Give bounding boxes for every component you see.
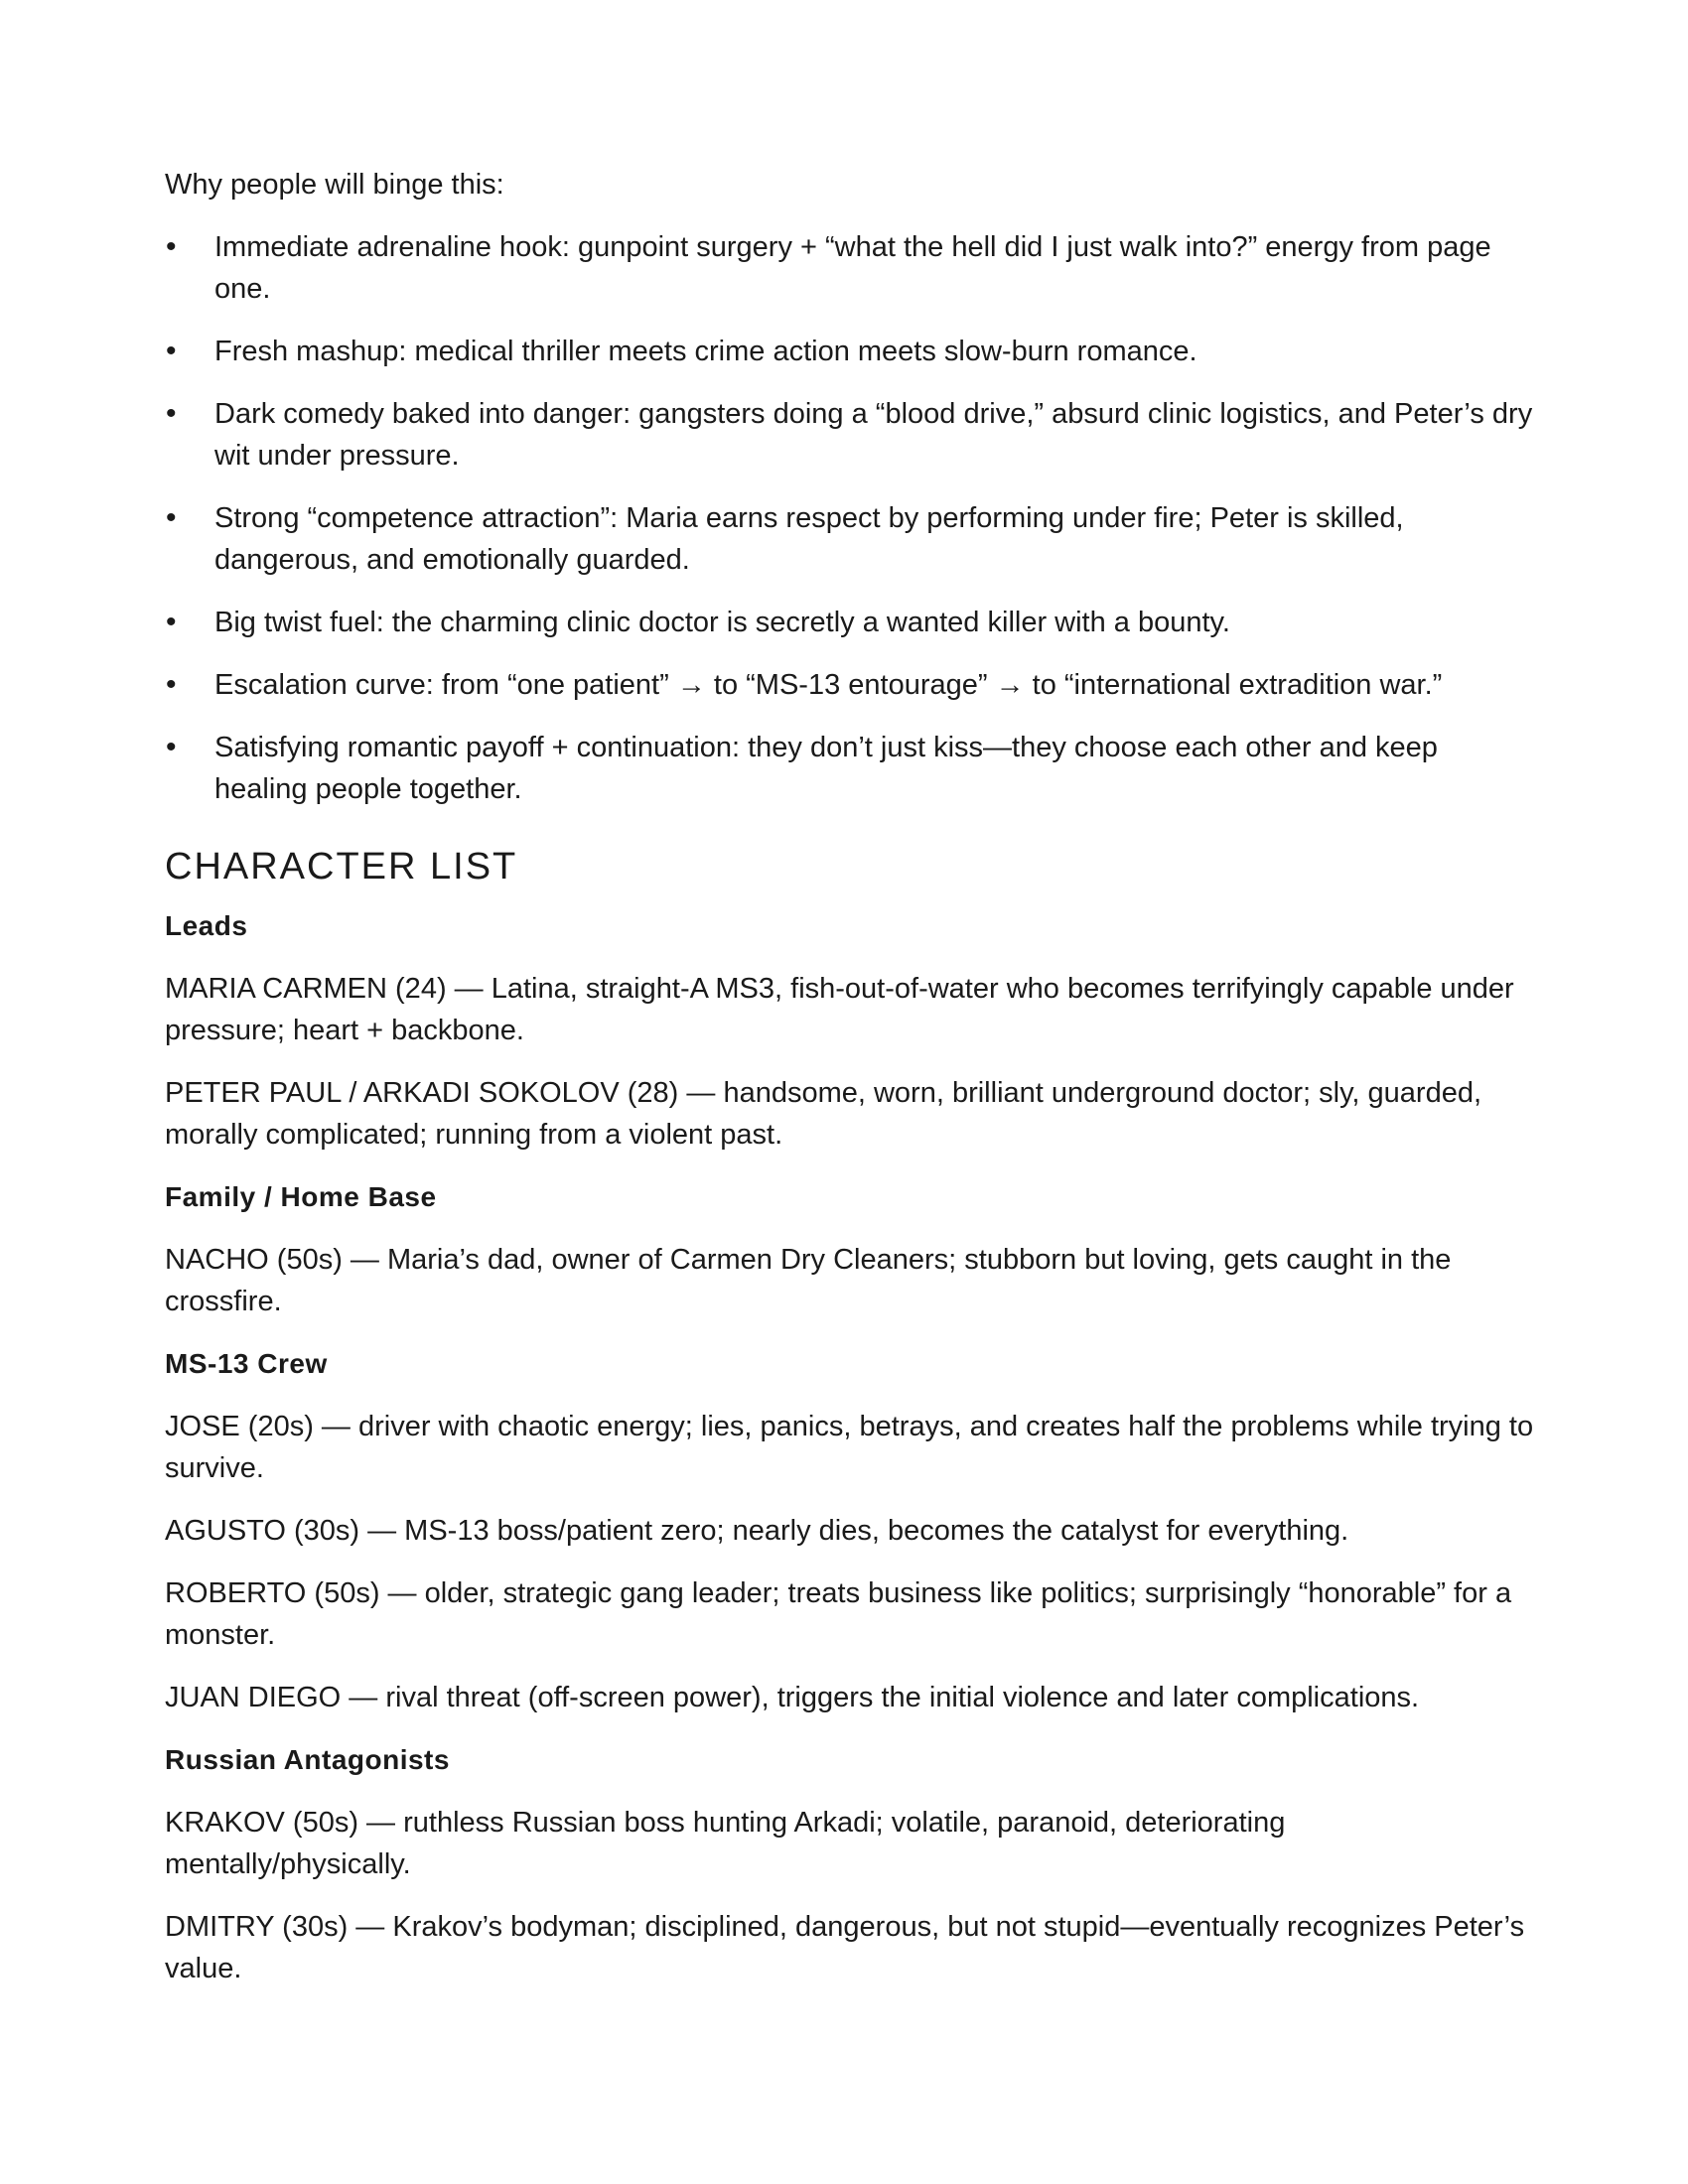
list-item xyxy=(165,226,1535,310)
bullet-icon: • xyxy=(166,731,177,763)
character-entry: JOSE (20s) — driver with chaotic energy; lies, panics, betrays, and creates half the problems while trying to survive. xyxy=(165,1411,1534,1484)
character-entry: JUAN DIEGO — rival threat (off-screen power), triggers the initial violence and later complications. xyxy=(165,1682,1420,1713)
list-item-text: Satisfying romantic payoff + continuation: they don’t just kiss—they choose each other and keep healing people together. xyxy=(214,732,1438,805)
character-list-title: CHARACTER LIST xyxy=(165,846,518,887)
list-item-text: Fresh mashup: medical thriller meets crime action meets slow-burn romance. xyxy=(214,336,1197,367)
list-item xyxy=(165,497,1535,581)
character-group-leads xyxy=(165,905,1535,1156)
bullet-icon: • xyxy=(166,668,177,701)
bullet-icon: • xyxy=(166,230,177,263)
character-group-family xyxy=(165,1176,1535,1322)
binge-reasons-list xyxy=(165,226,1535,810)
list-item xyxy=(165,602,1535,643)
group-heading: Russian Antagonists xyxy=(165,1744,450,1775)
list-item xyxy=(165,331,1535,372)
character-entry: NACHO (50s) — Maria’s dad, owner of Carmen Dry Cleaners; stubborn but loving, gets caught in the crossfire. xyxy=(165,1244,1452,1317)
character-entry: PETER PAUL / ARKADI SOKOLOV (28) — handsome, worn, brilliant underground doctor; sly, guarded, morally complicated; running from a violent past. xyxy=(165,1077,1482,1151)
group-heading: Family / Home Base xyxy=(165,1181,437,1212)
character-entry: KRAKOV (50s) — ruthless Russian boss hunting Arkadi; volatile, paranoid, deteriorating mentally/physically. xyxy=(165,1807,1286,1880)
list-item-text: Strong “competence attraction”: Maria earns respect by performing under fire; Peter is skilled, dangerous, and emotionally guarded. xyxy=(214,502,1404,576)
list-item-text: Immediate adrenaline hook: gunpoint surgery + “what the hell did I just walk into?” energy from page one. xyxy=(214,231,1491,305)
character-group-russian xyxy=(165,1739,1535,1989)
character-group-ms13 xyxy=(165,1343,1535,1718)
character-entry: ROBERTO (50s) — older, strategic gang leader; treats business like politics; surprisingly “honorable” for a monster. xyxy=(165,1577,1512,1651)
list-item-text: Escalation curve: from “one patient” → to “MS-13 entourage” → to “international extradition war.” xyxy=(214,669,1443,701)
character-entry: MARIA CARMEN (24) — Latina, straight-A MS3, fish-out-of-water who becomes terrifyingly capable under pressure; heart + backbone. xyxy=(165,973,1514,1046)
character-entry: AGUSTO (30s) — MS-13 boss/patient zero; nearly dies, becomes the catalyst for everything. xyxy=(165,1515,1349,1547)
character-entry: DMITRY (30s) — Krakov’s bodyman; disciplined, dangerous, but not stupid—eventually recognizes Peter’s value. xyxy=(165,1911,1525,1984)
bullet-icon: • xyxy=(166,335,177,367)
list-item xyxy=(165,727,1535,810)
bullet-icon: • xyxy=(166,501,177,534)
list-item-text: Big twist fuel: the charming clinic doctor is secretly a wanted killer with a bounty. xyxy=(214,607,1230,638)
list-item xyxy=(165,393,1535,477)
bullet-icon: • xyxy=(166,397,177,430)
group-heading: Leads xyxy=(165,910,248,941)
document-page xyxy=(165,164,1535,2010)
list-item-text: Dark comedy baked into danger: gangsters doing a “blood drive,” absurd clinic logistics, and Peter’s dry wit under pressure. xyxy=(214,398,1533,472)
bullet-icon: • xyxy=(166,606,177,638)
list-item xyxy=(165,664,1535,706)
intro-line: Why people will binge this: xyxy=(165,169,504,201)
group-heading: MS-13 Crew xyxy=(165,1348,328,1379)
